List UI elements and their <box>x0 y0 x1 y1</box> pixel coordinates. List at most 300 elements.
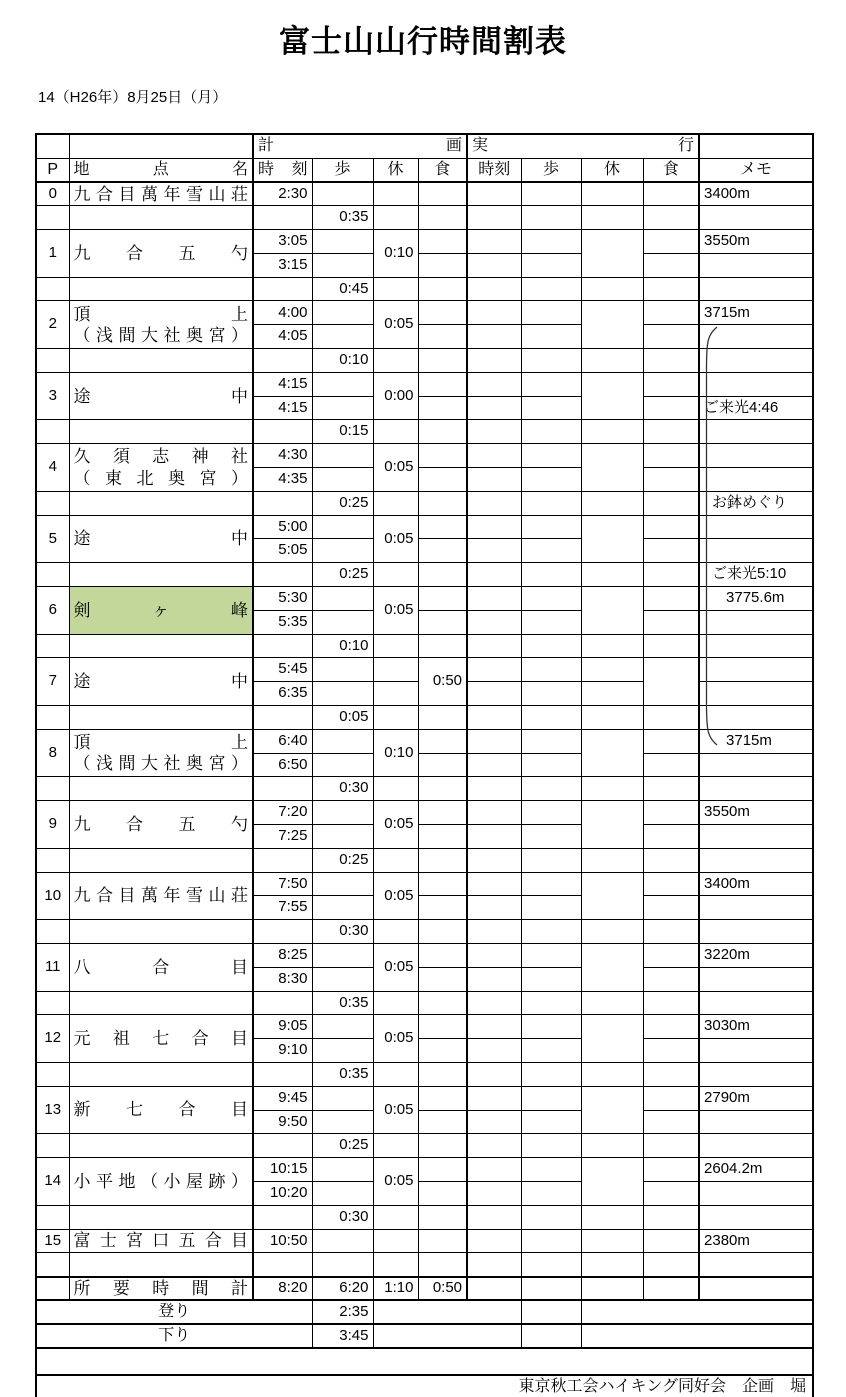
point-row <box>36 1086 813 1110</box>
p-cell <box>36 206 69 230</box>
plan-walk-cell <box>312 1158 373 1182</box>
walk-row <box>36 1205 813 1229</box>
plan-eat-cell <box>418 587 467 611</box>
actual-eat-cell <box>643 1277 699 1301</box>
corner-cell <box>36 134 69 158</box>
name-cell <box>69 1205 253 1229</box>
ascent-row <box>36 1300 813 1324</box>
actual-time-cell <box>467 872 521 896</box>
column-header-row <box>36 158 813 182</box>
plan-time-cell <box>253 349 312 373</box>
plan-walk-cell <box>312 230 373 254</box>
plan-rest-cell <box>373 491 418 515</box>
walk-row <box>36 848 813 872</box>
actual-eat-cell <box>643 1205 699 1229</box>
plan-arrive-time: 7:20 <box>253 801 312 825</box>
plan-walk-cell <box>312 444 373 468</box>
plan-walk-cell <box>312 658 373 682</box>
point-name-line: （東北奥宮） <box>73 468 248 488</box>
actual-walk-cell <box>521 1158 581 1182</box>
actual-time-cell <box>467 920 521 944</box>
point-name-line: 八合目 <box>73 957 248 977</box>
name-cell <box>69 634 253 658</box>
point-name-line: 頂上 <box>73 732 248 752</box>
plan-rest-cell <box>373 777 418 801</box>
point-row <box>36 944 813 968</box>
memo-cell: お鉢めぐり <box>699 491 813 515</box>
actual-eat-cell <box>643 1015 699 1039</box>
memo-cell: 3220m <box>699 944 813 968</box>
p-cell <box>36 1134 69 1158</box>
plan-time-cell <box>253 206 312 230</box>
memo-cell <box>699 920 813 944</box>
actual-time-cell <box>467 825 521 849</box>
plan-rest-cell <box>373 848 418 872</box>
total-eat: 0:50 <box>418 1277 467 1301</box>
p-cell <box>36 1062 69 1086</box>
memo-cell: 2790m <box>699 1086 813 1110</box>
actual-eat-cell <box>643 777 699 801</box>
actual-time-cell <box>467 1086 521 1110</box>
actual-rest-cell <box>581 801 643 849</box>
plan-rest-time: 0:05 <box>373 801 418 849</box>
memo-cell <box>699 206 813 230</box>
actual-rest-cell <box>581 658 643 682</box>
plan-eat-cell <box>418 801 467 825</box>
point-name <box>69 182 253 206</box>
point-name <box>69 444 253 492</box>
actual-eat-cell <box>643 587 699 611</box>
p-cell <box>36 1277 69 1301</box>
actual-eat-cell <box>643 1229 699 1253</box>
point-row <box>36 1229 813 1253</box>
actual-time-cell <box>467 1062 521 1086</box>
descent-row <box>36 1324 813 1348</box>
actual-rest-cell <box>581 1229 643 1253</box>
plan-walk-cell <box>312 1086 373 1110</box>
plan-rest-time: 0:00 <box>373 372 418 420</box>
actual-walk-cell <box>521 801 581 825</box>
point-name <box>69 944 253 992</box>
point-name-line: 元祖七合目 <box>73 1029 248 1049</box>
actual-eat-cell <box>643 872 699 896</box>
actual-walk-cell <box>521 991 581 1015</box>
empty-cell <box>373 1253 418 1277</box>
plan-depart-time: 8:30 <box>253 967 312 991</box>
actual-walk-cell <box>521 872 581 896</box>
actual-rest-cell <box>581 1062 643 1086</box>
plan-walk-time: 0:35 <box>312 1062 373 1086</box>
actual-walk-cell <box>521 896 581 920</box>
total-time: 8:20 <box>253 1277 312 1301</box>
point-number: 13 <box>36 1086 69 1134</box>
actual-rest-cell <box>581 1205 643 1229</box>
plan-eat-cell <box>418 896 467 920</box>
point-name <box>69 1086 253 1134</box>
actual-rest-cell <box>581 991 643 1015</box>
actual-time-cell <box>467 682 521 706</box>
empty-cell <box>418 1253 467 1277</box>
plan-depart-time: 9:10 <box>253 1039 312 1063</box>
point-name-line: 九合五勺 <box>73 814 248 834</box>
plan-eat-cell <box>418 1205 467 1229</box>
memo-cell <box>699 1205 813 1229</box>
plan-time-cell <box>253 634 312 658</box>
plan-eat-cell <box>418 610 467 634</box>
plan-arrive-time: 5:00 <box>253 515 312 539</box>
plan-walk-cell <box>312 1015 373 1039</box>
corner-cell <box>699 134 813 158</box>
name-cell <box>69 563 253 587</box>
memo-cell: 3400m <box>699 872 813 896</box>
plan-eat-cell <box>418 729 467 753</box>
point-number: 7 <box>36 658 69 706</box>
actual-rest-cell <box>581 1277 643 1301</box>
actual-eat-cell <box>643 277 699 301</box>
point-row <box>36 801 813 825</box>
actual-rest-cell <box>581 706 643 730</box>
actual-eat-cell <box>643 468 699 492</box>
merged-empty-cell <box>373 1324 521 1348</box>
merged-empty-cell <box>581 1324 813 1348</box>
actual-time-cell <box>467 420 521 444</box>
actual-eat-cell <box>643 349 699 373</box>
plan-eat-cell <box>418 468 467 492</box>
plan-walk-cell <box>312 372 373 396</box>
plan-walk-cell <box>312 1039 373 1063</box>
point-row <box>36 1015 813 1039</box>
actual-eat-cell <box>643 944 699 968</box>
p-cell <box>36 277 69 301</box>
point-name <box>69 801 253 849</box>
actual-walk-cell <box>521 301 581 325</box>
actual-walk-cell <box>521 539 581 563</box>
memo-cell: 3550m <box>699 801 813 825</box>
memo-cell <box>699 1062 813 1086</box>
spacer-row <box>36 1253 813 1277</box>
actual-walk-cell <box>521 1205 581 1229</box>
actual-rest-cell <box>581 1015 643 1063</box>
actual-walk-cell <box>521 729 581 753</box>
point-name <box>69 1158 253 1206</box>
actual-rest-cell <box>581 944 643 992</box>
memo-cell: ご来光5:10 <box>699 563 813 587</box>
actual-time-cell <box>467 372 521 396</box>
memo-cell <box>699 1039 813 1063</box>
walk-row <box>36 991 813 1015</box>
page-title: 富士山山行時間割表 <box>279 24 567 59</box>
plan-rest-cell <box>373 206 418 230</box>
plan-eat-cell <box>418 396 467 420</box>
plan-walk-time: 0:35 <box>312 206 373 230</box>
plan-depart-time: 6:50 <box>253 753 312 777</box>
actual-time-cell <box>467 1110 521 1134</box>
plan-time-cell <box>253 1062 312 1086</box>
walk-row <box>36 491 813 515</box>
walk-row <box>36 563 813 587</box>
plan-rest-cell <box>373 706 418 730</box>
plan-arrive-time: 4:15 <box>253 372 312 396</box>
plan-eat-cell <box>418 848 467 872</box>
actual-eat-cell <box>643 396 699 420</box>
plan-time-cell <box>253 1205 312 1229</box>
plan-rest-time: 0:10 <box>373 729 418 777</box>
empty-cell <box>36 1348 813 1375</box>
point-number: 2 <box>36 301 69 349</box>
actual-time-cell <box>467 658 521 682</box>
actual-rest-cell <box>581 1086 643 1134</box>
plan-walk-cell <box>312 1181 373 1205</box>
plan-rest-cell <box>373 277 418 301</box>
plan-time-cell <box>253 277 312 301</box>
plan-walk-cell <box>312 872 373 896</box>
actual-walk-cell <box>521 1039 581 1063</box>
actual-group-header: 実行 <box>467 134 699 158</box>
actual-walk-cell <box>521 372 581 396</box>
plan-depart-time: 5:35 <box>253 610 312 634</box>
point-name-line: 新七合目 <box>73 1100 248 1120</box>
plan-walk-time: 0:25 <box>312 848 373 872</box>
plan-walk-cell <box>312 610 373 634</box>
point-number: 15 <box>36 1229 69 1253</box>
plan-rest-time: 0:05 <box>373 944 418 992</box>
actual-walk-cell <box>521 325 581 349</box>
footer-row <box>36 1375 813 1397</box>
actual-eat-cell <box>643 753 699 777</box>
plan-eat-cell <box>418 1158 467 1182</box>
point-name-line: 途中 <box>73 672 248 692</box>
actual-eat-cell <box>643 658 699 706</box>
actual-time-cell <box>467 444 521 468</box>
plan-depart-time: 7:25 <box>253 825 312 849</box>
actual-time-cell <box>467 1015 521 1039</box>
actual-time-cell <box>467 230 521 254</box>
point-name-line: （浅間大社奥宮） <box>73 754 248 774</box>
memo-cell: 3550m <box>699 230 813 254</box>
actual-eat-cell <box>643 182 699 206</box>
name-cell <box>69 1062 253 1086</box>
plan-depart-time: 7:55 <box>253 896 312 920</box>
actual-eat-cell <box>643 991 699 1015</box>
plan-depart-time: 2:30 <box>253 182 312 206</box>
plan-rest-time: 0:05 <box>373 444 418 492</box>
point-name <box>69 729 253 777</box>
plan-eat-cell <box>418 825 467 849</box>
plan-walk-time: 0:10 <box>312 634 373 658</box>
empty-cell <box>643 1253 699 1277</box>
bottom-spacer-row <box>36 1348 813 1375</box>
plan-arrive-time: 6:40 <box>253 729 312 753</box>
plan-rest-cell <box>373 634 418 658</box>
p-cell <box>36 777 69 801</box>
actual-walk-cell <box>521 944 581 968</box>
plan-time-cell <box>253 848 312 872</box>
plan-arrive-time: 8:25 <box>253 944 312 968</box>
empty-cell <box>581 1253 643 1277</box>
plan-arrive-time: 3:05 <box>253 230 312 254</box>
actual-eat-cell <box>643 444 699 468</box>
walk-row <box>36 206 813 230</box>
plan-walk-cell <box>312 896 373 920</box>
empty-cell <box>699 1253 813 1277</box>
p-cell <box>36 1205 69 1229</box>
col-header-p: P <box>36 158 69 182</box>
actual-eat-cell <box>643 729 699 753</box>
point-number: 1 <box>36 230 69 278</box>
actual-rest-cell <box>581 277 643 301</box>
plan-walk-cell <box>312 753 373 777</box>
plan-time-cell <box>253 777 312 801</box>
actual-walk-cell <box>521 491 581 515</box>
plan-eat-cell <box>418 301 467 325</box>
p-cell <box>36 563 69 587</box>
actual-rest-cell <box>581 1134 643 1158</box>
actual-walk-cell <box>521 1300 581 1324</box>
actual-eat-cell <box>643 610 699 634</box>
point-name-line: （浅間大社奥宮） <box>73 325 248 345</box>
actual-rest-cell <box>581 372 643 420</box>
plan-depart-time: 4:15 <box>253 396 312 420</box>
empty-cell <box>36 1253 69 1277</box>
point-number: 14 <box>36 1158 69 1206</box>
name-cell <box>69 991 253 1015</box>
actual-walk-cell <box>521 468 581 492</box>
p-cell <box>36 706 69 730</box>
point-name <box>69 1015 253 1063</box>
point-row <box>36 872 813 896</box>
memo-cell <box>699 1181 813 1205</box>
actual-rest-cell <box>581 634 643 658</box>
point-name-line: 小平地（小屋跡） <box>73 1171 248 1191</box>
actual-time-cell <box>467 896 521 920</box>
descent-row-walk-time: 3:45 <box>312 1324 373 1348</box>
actual-time-cell <box>467 1181 521 1205</box>
plan-eat-cell <box>418 1110 467 1134</box>
actual-time-cell <box>467 182 521 206</box>
actual-walk-cell <box>521 349 581 373</box>
point-row <box>36 444 813 468</box>
plan-walk-cell <box>312 682 373 706</box>
empty-cell <box>69 1253 253 1277</box>
actual-time-cell <box>467 563 521 587</box>
col-header-actual-time: 時刻 <box>467 158 521 182</box>
actual-walk-cell <box>521 848 581 872</box>
walk-row <box>36 634 813 658</box>
plan-eat-cell <box>418 277 467 301</box>
plan-depart-time: 5:05 <box>253 539 312 563</box>
col-header-name: 地点名 <box>69 158 253 182</box>
actual-walk-cell <box>521 1110 581 1134</box>
actual-rest-cell <box>581 206 643 230</box>
actual-time-cell <box>467 206 521 230</box>
point-row <box>36 587 813 611</box>
plan-rest-cell <box>373 920 418 944</box>
point-row <box>36 729 813 753</box>
name-cell <box>69 491 253 515</box>
point-number: 4 <box>36 444 69 492</box>
actual-walk-cell <box>521 706 581 730</box>
actual-eat-cell <box>643 1158 699 1182</box>
memo-cell: 3400m <box>699 182 813 206</box>
col-header-actual-eat: 食 <box>643 158 699 182</box>
plan-walk-cell <box>312 944 373 968</box>
actual-rest-cell <box>581 230 643 278</box>
actual-time-cell <box>467 1205 521 1229</box>
name-cell <box>69 706 253 730</box>
memo-cell: 3715m <box>699 301 813 325</box>
plan-eat-cell <box>418 1015 467 1039</box>
actual-rest-cell <box>581 444 643 492</box>
actual-walk-cell <box>521 658 581 682</box>
point-name-line: 富士宮口五合目 <box>73 1231 248 1251</box>
memo-cell <box>699 967 813 991</box>
actual-walk-cell <box>521 967 581 991</box>
p-cell <box>36 920 69 944</box>
actual-walk-cell <box>521 1015 581 1039</box>
p-cell <box>36 420 69 444</box>
actual-rest-cell <box>581 301 643 349</box>
actual-eat-cell <box>643 539 699 563</box>
plan-walk-cell <box>312 515 373 539</box>
actual-rest-cell <box>581 872 643 920</box>
point-name-line: 剣ヶ峰 <box>73 600 248 620</box>
col-header-plan-rest: 休 <box>373 158 418 182</box>
plan-arrive-time: 5:45 <box>253 658 312 682</box>
actual-walk-cell <box>521 1277 581 1301</box>
memo-cell: 2604.2m <box>699 1158 813 1182</box>
plan-rest-cell <box>373 991 418 1015</box>
actual-eat-cell <box>643 825 699 849</box>
actual-time-cell <box>467 991 521 1015</box>
plan-time-cell <box>253 991 312 1015</box>
plan-walk-cell <box>312 967 373 991</box>
point-name <box>69 587 253 635</box>
plan-eat-cell <box>418 872 467 896</box>
actual-eat-cell <box>643 515 699 539</box>
actual-time-cell <box>467 253 521 277</box>
actual-walk-cell <box>521 825 581 849</box>
point-number: 9 <box>36 801 69 849</box>
plan-rest-cell <box>373 1205 418 1229</box>
actual-time-cell <box>467 587 521 611</box>
actual-time-cell <box>467 967 521 991</box>
point-row <box>36 301 813 325</box>
name-cell <box>69 777 253 801</box>
plan-eat-cell <box>418 920 467 944</box>
actual-walk-cell <box>521 230 581 254</box>
actual-rest-cell <box>581 349 643 373</box>
actual-time-cell <box>467 1229 521 1253</box>
plan-eat-cell <box>418 634 467 658</box>
memo-cell <box>699 991 813 1015</box>
plan-eat-cell <box>418 967 467 991</box>
actual-eat-cell <box>643 253 699 277</box>
plan-eat-cell <box>418 1086 467 1110</box>
plan-time-cell <box>253 706 312 730</box>
actual-walk-cell <box>521 420 581 444</box>
actual-walk-cell <box>521 1181 581 1205</box>
actual-rest-cell <box>581 420 643 444</box>
point-name <box>69 230 253 278</box>
plan-walk-cell <box>312 1110 373 1134</box>
actual-eat-cell <box>643 563 699 587</box>
plan-rest-time: 0:05 <box>373 515 418 563</box>
memo-cell <box>699 1277 813 1301</box>
walk-row <box>36 706 813 730</box>
actual-eat-cell <box>643 634 699 658</box>
name-cell <box>69 920 253 944</box>
merged-empty-cell <box>373 1300 521 1324</box>
